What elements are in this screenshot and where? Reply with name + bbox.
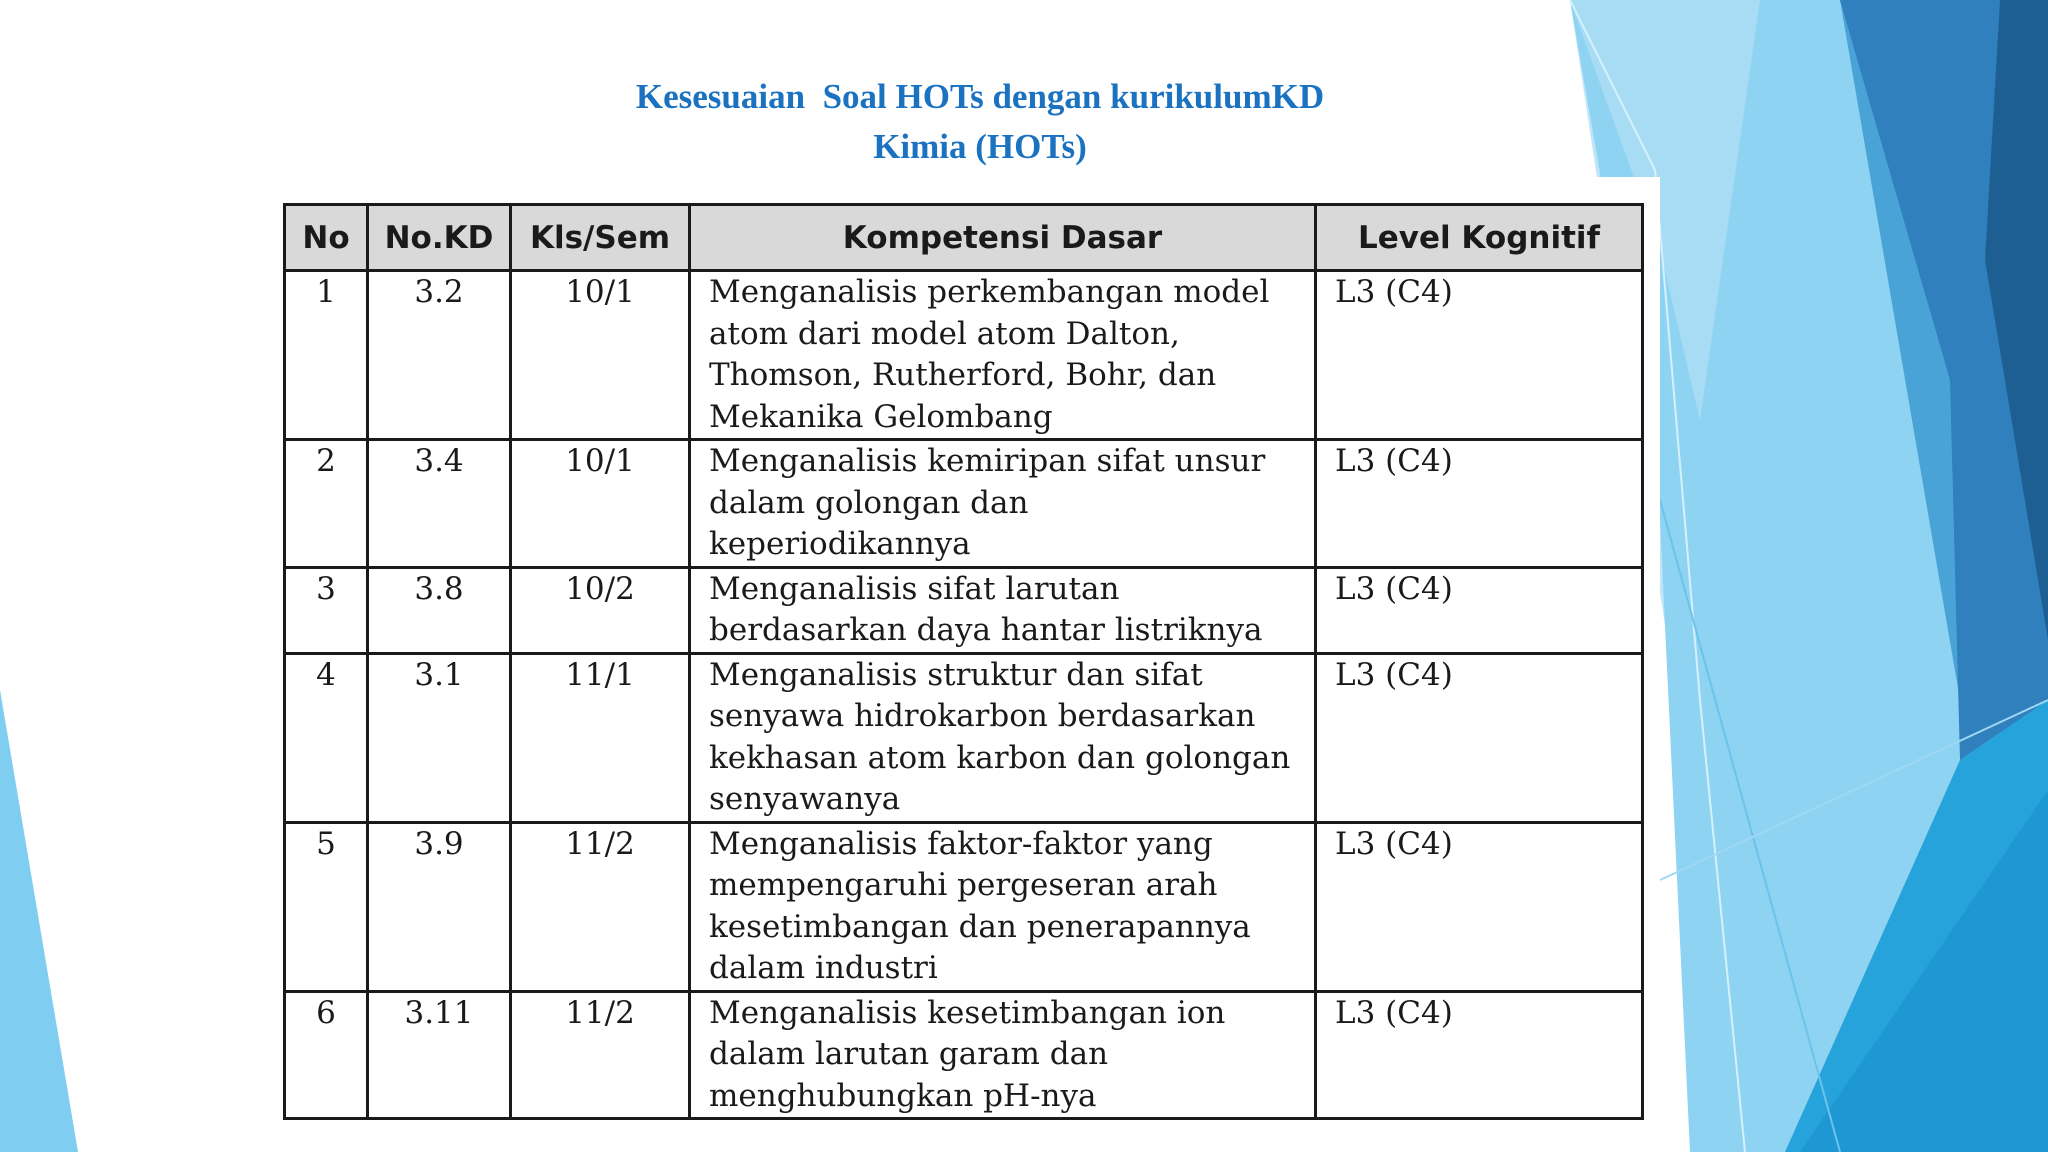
kompetensi-line: senyawanya [709,781,901,817]
cell-no-kd: 3.8 [368,567,511,653]
table-header-row [285,205,1643,271]
kompetensi-line: kesetimbangan dan penerapannya [709,908,1251,945]
kompetensi-line: Mekanika Gelombang [709,398,1053,435]
header-no: No [285,205,368,271]
cell-no: 2 [285,440,368,568]
cell-no: 3 [285,567,368,653]
kompetensi-line: dalam larutan garam dan [709,1036,1109,1072]
title-line-2: Kimia (HOTs) [873,127,1087,166]
cell-kompetensi [690,271,1316,440]
kompetensi-line: atom dari model atom Dalton, [709,315,1180,352]
cell-kompetensi [690,822,1316,991]
table-row [285,822,1643,991]
cell-level: L3 (C4) [1316,271,1643,440]
table-row [285,567,1643,653]
cell-no-kd: 3.2 [368,271,511,440]
kompetensi-line: Menganalisis struktur dan sifat [709,656,1203,693]
cell-no: 1 [285,271,368,440]
cell-level: L3 (C4) [1316,991,1643,1119]
cell-no-kd: 3.9 [368,822,511,991]
header-kls-sem: Kls/Sem [511,205,690,271]
kompetensi-line: Thomson, Rutherford, Bohr, dan [709,357,1217,393]
cell-level: L3 (C4) [1316,567,1643,653]
cell-no-kd: 3.4 [368,440,511,568]
kompetensi-line: berdasarkan daya hantar listriknya [709,612,1263,648]
kompetensi-line: dalam industri [709,950,938,986]
cell-kls-sem: 11/2 [511,991,690,1119]
header-kompetensi-dasar: Kompetensi Dasar [690,205,1316,271]
kd-table [283,203,1644,1120]
kompetensi-line: dalam golongan dan [709,484,1029,521]
cell-no: 6 [285,991,368,1119]
cell-kls-sem: 10/1 [511,440,690,568]
kompetensi-line: Menganalisis kesetimbangan ion [709,994,1226,1031]
header-level-kognitif: Level Kognitif [1316,205,1643,271]
cell-kls-sem: 10/1 [511,271,690,440]
cell-kompetensi [690,440,1316,568]
table-row [285,440,1643,568]
cell-kls-sem: 11/2 [511,822,690,991]
kompetensi-line: menghubungkan pH-nya [709,1077,1097,1114]
kompetensi-line: keperiodikannya [709,526,971,562]
kompetensi-line: kekhasan atom karbon dan golongan [709,739,1291,776]
cell-kompetensi [690,991,1316,1119]
cell-level: L3 (C4) [1316,822,1643,991]
cell-kompetensi [690,567,1316,653]
table-row [285,271,1643,440]
header-no-kd: No.KD [368,205,511,271]
left-accent-shape [0,690,78,1152]
kompetensi-line: Menganalisis faktor-faktor yang [709,825,1213,862]
kompetensi-line: senyawa hidrokarbon berdasarkan [709,698,1256,734]
table-row [285,653,1643,822]
cell-no: 4 [285,653,368,822]
title-line-1: Kesesuaian Soal HOTs dengan kurikulumKD [635,77,1325,116]
cell-level: L3 (C4) [1316,653,1643,822]
kompetensi-line: Menganalisis kemiripan sifat unsur [709,443,1266,479]
cell-no-kd: 3.1 [368,653,511,822]
cell-kls-sem: 11/1 [511,653,690,822]
kompetensi-line: Menganalisis perkembangan model [709,274,1270,310]
kompetensi-line: Menganalisis sifat larutan [709,570,1120,607]
slide-title [480,72,1480,172]
table-row [285,991,1643,1119]
cell-kompetensi [690,653,1316,822]
cell-kls-sem: 10/2 [511,567,690,653]
kompetensi-line: mempengaruhi pergeseran arah [709,867,1218,903]
cell-level: L3 (C4) [1316,440,1643,568]
cell-no: 5 [285,822,368,991]
cell-no-kd: 3.11 [368,991,511,1119]
